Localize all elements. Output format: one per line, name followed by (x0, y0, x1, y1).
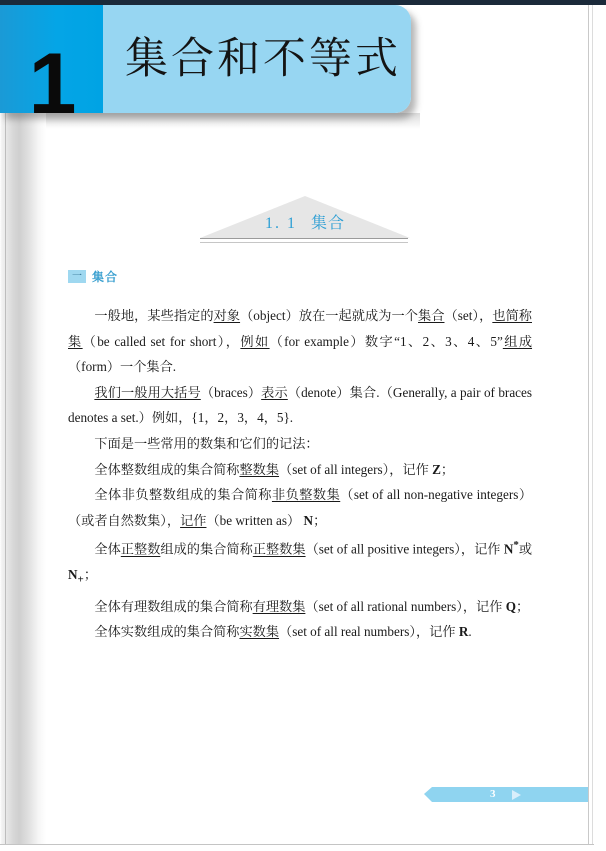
paragraph: 一般地，某些指定的对象（object）放在一起就成为一个集合（set），也简称集（be called set for short），例如（for example）数字“1、2、3、4、5”组成（form）一个集合. (68, 308, 533, 375)
section-number: 1. 1 (264, 215, 297, 232)
chapter-title: 集合和不等式 (125, 34, 401, 84)
paragraph: 全体正整数组成的集合简称正整数集（set of all positive integers），记作 N*或 $N_+$； (68, 539, 533, 586)
page-edge-bottom (0, 844, 594, 845)
chapter-banner (0, 5, 411, 113)
paragraph: 全体实数组成的集合简称实数集（set of all real numbers），记作 R. (94, 624, 472, 640)
subsection-heading (68, 268, 118, 285)
subsection-title: 集合 (92, 270, 119, 284)
page-edge-right-outer (592, 5, 593, 845)
section-title: 集合 (310, 215, 345, 232)
chapter-number-block (0, 5, 103, 113)
spine-edge-line (5, 5, 6, 845)
top-dark-strip (0, 0, 606, 5)
section-heading-text (200, 210, 410, 233)
body-text-column (68, 303, 532, 645)
page-outer-bottom-margin (0, 845, 606, 851)
book-spine-shadow (0, 5, 46, 845)
paragraph: 下面是一些常用的数集和它们的记法： (94, 435, 319, 451)
paragraph: 全体整数组成的集合简称整数集（set of all integers），记作 Z； (94, 461, 455, 477)
chapter-title-block (103, 5, 411, 113)
page-number: 3 (490, 788, 496, 800)
section-heading (200, 196, 410, 244)
triangle-right-icon (512, 790, 521, 800)
paragraph: 全体非负整数组成的集合简称非负整数集（set of all non-negative integers）（或者自然数集），记作（be written as） N； (68, 487, 533, 528)
subsection-marker-box: 一 (68, 270, 86, 283)
chapter-number: 1 (28, 36, 75, 113)
paragraph: 全体有理数组成的集合简称有理数集（set of all rational numbers），记作 Q； (94, 598, 530, 614)
banner-shadow-fade (0, 113, 420, 129)
page-edge-right (588, 5, 589, 845)
footer-page-bar (432, 787, 588, 802)
section-underline-rule (200, 238, 408, 243)
paragraph: 我们一般用大括号（braces）表示（denote）集合.（Generally, a pair of braces denotes a set.）例如，{1，2，3，4，5}. (68, 384, 533, 426)
